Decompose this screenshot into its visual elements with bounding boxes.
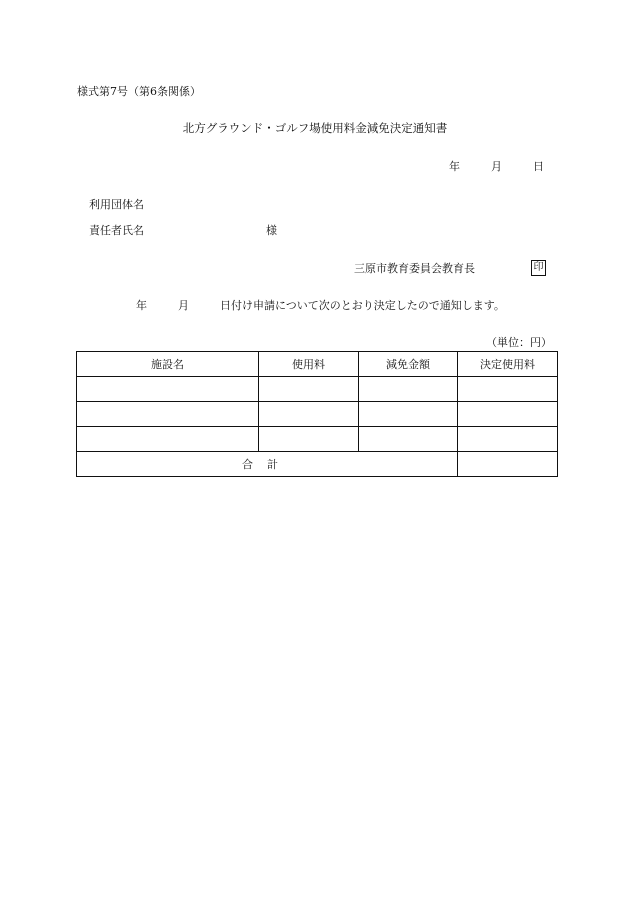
header-usage-fee: 使用料 [259, 352, 359, 377]
organization-label: 利用団体名 [89, 198, 144, 211]
body-month-label: 月 [178, 299, 189, 312]
date-month-label: 月 [491, 160, 502, 173]
table-header-row [77, 352, 558, 377]
honorific: 様 [266, 224, 277, 237]
body-year-label: 年 [136, 299, 147, 312]
table-cell [458, 402, 558, 427]
total-label: 合計 [77, 452, 458, 477]
body-sentence: 日付け申請について次のとおり決定したので通知します。 [220, 299, 505, 312]
header-facility: 施設名 [77, 352, 259, 377]
notice-body [136, 300, 505, 311]
issuer-name: 三原市教育委員会教育長 [354, 262, 475, 275]
header-reduction-amount: 減免金額 [359, 352, 458, 377]
total-value [458, 452, 558, 477]
date-line [449, 161, 544, 172]
table-total-row [77, 452, 558, 477]
date-day-label: 日 [533, 160, 544, 173]
table-cell [77, 427, 259, 452]
document-title: 北方グラウンド・ゴルフ場使用料金減免決定通知書 [182, 121, 448, 135]
table-cell [359, 427, 458, 452]
table-cell [359, 377, 458, 402]
table-cell [77, 402, 259, 427]
form-number: 様式第7号（第6条関係） [77, 85, 201, 98]
unit-note: （単位：円） [486, 336, 552, 349]
date-year-label: 年 [449, 160, 460, 173]
table-cell [458, 377, 558, 402]
table-cell [359, 402, 458, 427]
responsible-person-label: 責任者氏名 [89, 224, 144, 237]
fee-table [76, 351, 558, 477]
seal-stamp: 印 [531, 260, 546, 276]
header-decided-fee: 決定使用料 [458, 352, 558, 377]
table-row [77, 402, 558, 427]
table-cell [259, 377, 359, 402]
table-cell [77, 377, 259, 402]
table-row [77, 427, 558, 452]
table-cell [259, 427, 359, 452]
table-cell [458, 427, 558, 452]
table-row [77, 377, 558, 402]
table-cell [259, 402, 359, 427]
